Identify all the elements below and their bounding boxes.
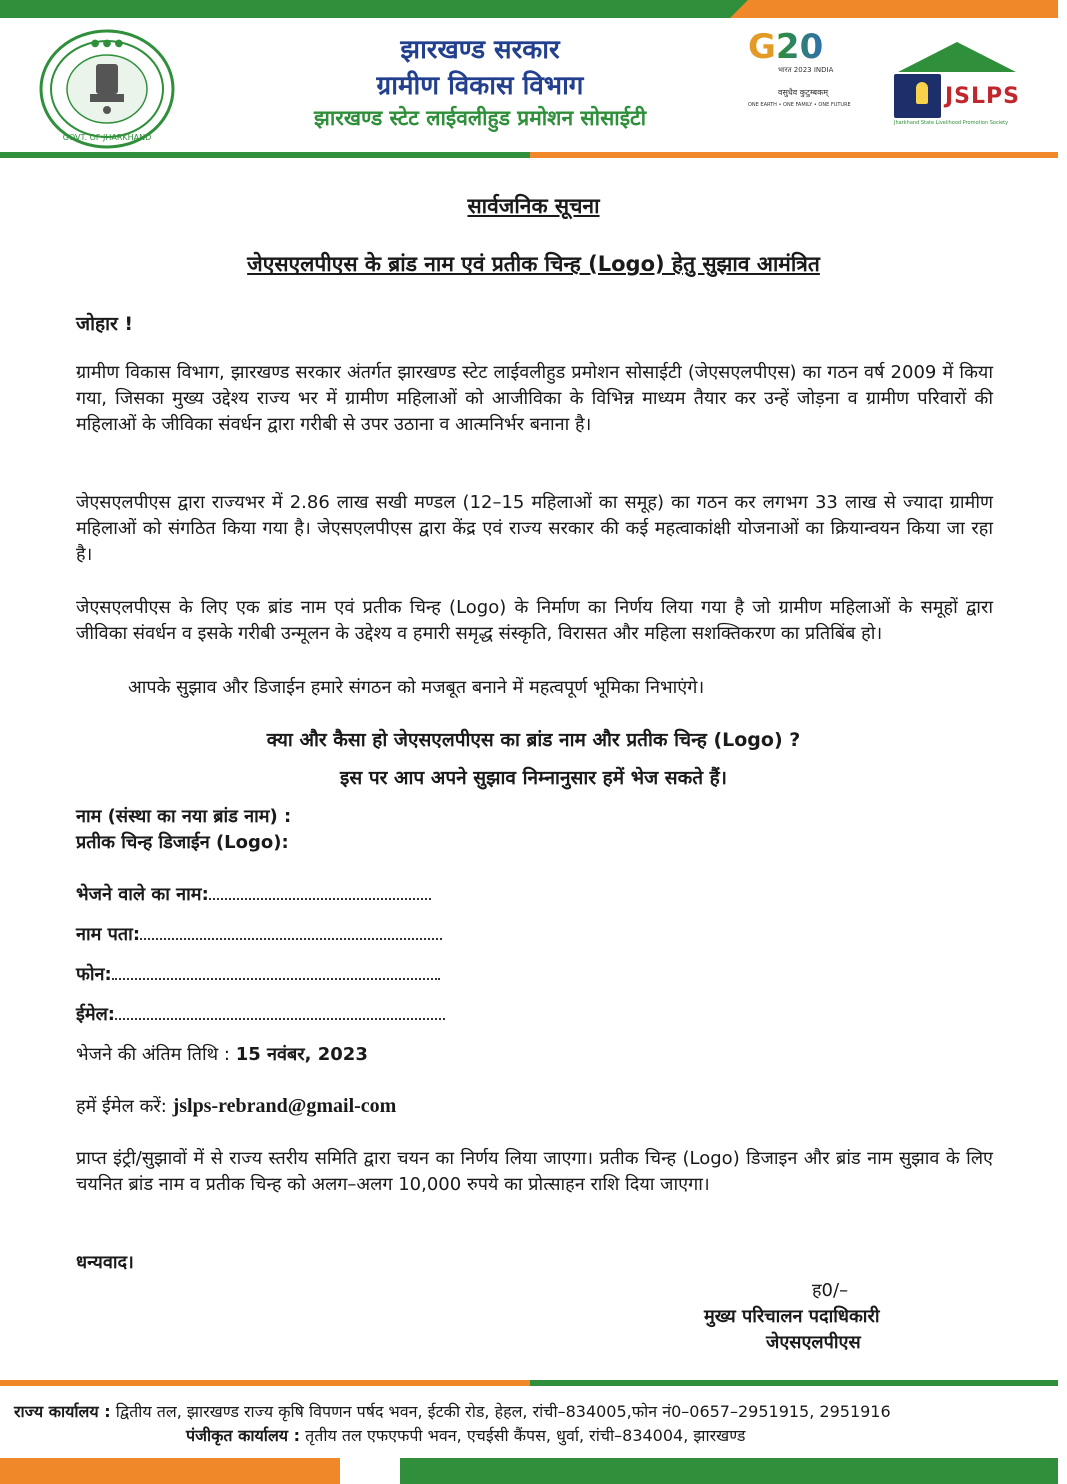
svg-text:● ● ●: ● ● ● bbox=[90, 38, 124, 49]
g20-logo bbox=[748, 28, 878, 128]
sender-name-dots bbox=[209, 882, 431, 900]
notice-title: सार्वजनिक सूचना bbox=[467, 194, 600, 218]
header-dept-title: ग्रामीण विकास विभाग bbox=[376, 71, 584, 101]
top-color-stripe bbox=[0, 0, 1058, 18]
paragraph-1: ग्रामीण विकास विभाग, झारखण्ड सरकार अंतर्गत झारखण्ड स्टेट लाईवलीहुड प्रमोशन सोसाईटी (जेएसएलपीएस) का गठन वर्ष 2009 में किया गया, जिसका मुख्य उद्देश्य राज्य भर में ग्रामीण महिलाओं को आजीविका के विभिन्न माध्यम तैयार कर उन्हें जोड़ना व ग्रामीण परिवारों की महिलाओं के जीविका संवर्धन द्वारा गरीबी से उपर उठाना व आत्मनिर्भर बनाना है। bbox=[76, 362, 993, 435]
registered-office-line bbox=[186, 1424, 745, 1446]
email-dots bbox=[115, 1002, 445, 1020]
deadline-line bbox=[76, 1042, 368, 1066]
phone-dots bbox=[112, 962, 440, 980]
paragraph-3: जेएसएलपीएस के लिए एक ब्रांड नाम एवं प्रतीक चिन्ह (Logo) के निर्माण का निर्णय लिया गया है जो ग्रामीण महिलाओं के समूहों द्वारा जीविका संवर्धन व इसके गरीबी उन्मूलन के उद्देश्य व हमारी समृद्ध संस्कृति, विरासत और महिला सशक्तिकरण का प्रतिबिंब हो। bbox=[76, 597, 993, 644]
email-address: jslps-rebrand@gmail-com bbox=[172, 1095, 397, 1117]
state-office-line bbox=[14, 1400, 891, 1422]
g20-motto-hindi: वसुधैव कुटुम्बकम् bbox=[778, 88, 829, 97]
jslps-logo-subtext: Jharkhand State Livelihood Promotion Society bbox=[894, 120, 1009, 126]
notice-subject: जेएसएलपीएस के ब्रांड नाम एवं प्रतीक चिन्ह (Logo) हेतु सुझाव आमंत्रित bbox=[247, 252, 820, 276]
header-govt-title: झारखण्ड सरकार bbox=[400, 35, 560, 65]
g20-subtext: भारत 2023 INDIA bbox=[778, 66, 834, 74]
paragraph-4: प्राप्त इंट्री/सुझावों में से राज्य स्तरीय समिति द्वारा चयन का निर्णय लिया जाएगा। प्रतीक चिन्ह (Logo) डिजाइन और ब्रांड नाम सुझाव के लिए चयनित ब्रांड नाम व प्रतीक चिन्ह को अलग–अलग 10,000 रुपये का प्रोत्साहन राशि दिया जाएगा। bbox=[76, 1148, 993, 1195]
svg-text:GOVT. OF JHARKHAND: GOVT. OF JHARKHAND bbox=[62, 133, 152, 142]
signature-mark: ह0/– bbox=[812, 1280, 849, 1301]
sender-name-label: भेजने वाले का नाम: bbox=[76, 884, 209, 905]
field-logo-design: प्रतीक चिन्ह डिजाईन (Logo): bbox=[76, 832, 289, 853]
state-office-address: द्वितीय तल, झारखण्ड राज्य कृषि विपणन पर्षद भवन, ईटकी रोड, हेहल, रांची–834005,फोन नं0–0657–2951915, 2951916 bbox=[115, 1402, 891, 1421]
header-society-title: झारखण्ड स्टेट लाईवलीहुड प्रमोशन सोसाईटी bbox=[313, 106, 647, 130]
header-divider bbox=[0, 152, 1058, 158]
jharkhand-seal-logo bbox=[38, 28, 176, 150]
paragraph-3-indent: आपके सुझाव और डिजाईन हमारे संगठन को मजबूत बनाने में महत्वपूर्ण भूमिका निभाएंगे। bbox=[128, 677, 705, 698]
jslps-emblem-icon bbox=[894, 74, 941, 118]
registered-office-label: पंजीकृत कार्यालय : bbox=[186, 1426, 301, 1445]
jslps-logo bbox=[894, 40, 1020, 130]
question-heading: क्या और कैसा हो जेएसएलपीएस का ब्रांड नाम और प्रतीक चिन्ह (Logo) ? bbox=[266, 729, 801, 751]
email-label: हमें ईमेल करें: bbox=[76, 1096, 167, 1117]
bottom-color-stripe bbox=[0, 1458, 1058, 1484]
g20-motto-english: ONE EARTH • ONE FAMILY • ONE FUTURE bbox=[748, 102, 851, 108]
footer-divider bbox=[0, 1380, 1058, 1386]
field-brand-name: नाम (संस्था का नया ब्रांड नाम) : bbox=[76, 806, 292, 827]
deadline-value: 15 नवंबर, 2023 bbox=[235, 1044, 368, 1065]
address-label: नाम पता: bbox=[76, 924, 141, 945]
phone-field bbox=[76, 962, 440, 986]
deadline-label: भेजने की अंतिम तिथि : bbox=[76, 1044, 230, 1065]
registered-office-address: तृतीय तल एफएफपी भवन, एचईसी कैंपस, धुर्वा, रांची–834004, झारखण्ड bbox=[305, 1426, 746, 1445]
phone-label: फोन: bbox=[76, 964, 112, 985]
address-field bbox=[76, 922, 442, 946]
email-line bbox=[76, 1094, 396, 1118]
state-office-label: राज्य कार्यालय : bbox=[14, 1402, 111, 1421]
email-field bbox=[76, 1002, 445, 1026]
email-field-label: ईमेल: bbox=[76, 1004, 116, 1025]
jslps-logo-text: JSLPS bbox=[944, 83, 1020, 109]
address-dots bbox=[140, 922, 442, 940]
instruction-heading: इस पर आप अपने सुझाव निम्नानुसार हमें भेज सकते हैं। bbox=[340, 767, 727, 789]
signature-title: मुख्य परिचालन पदाधिकारी bbox=[704, 1306, 880, 1327]
greeting: जोहार ! bbox=[76, 313, 134, 335]
signature-org: जेएसएलपीएस bbox=[766, 1332, 861, 1353]
thanks: धन्यवाद। bbox=[76, 1252, 134, 1273]
paragraph-2: जेएसएलपीएस द्वारा राज्यभर में 2.86 लाख सखी मण्डल (12–15 महिलाओं का समूह) का गठन कर लगभग 33 लाख से ज्यादा ग्रामीण महिलाओं को संगठित किया गया है। जेएसएलपीएस द्वारा केंद्र एवं राज्य सरकार की कई महत्वाकांक्षी योजनाओं का क्रियान्वयन किया जा रहा है। bbox=[76, 492, 993, 565]
sender-name-field bbox=[76, 882, 431, 906]
g20-text: G20 bbox=[748, 27, 824, 67]
